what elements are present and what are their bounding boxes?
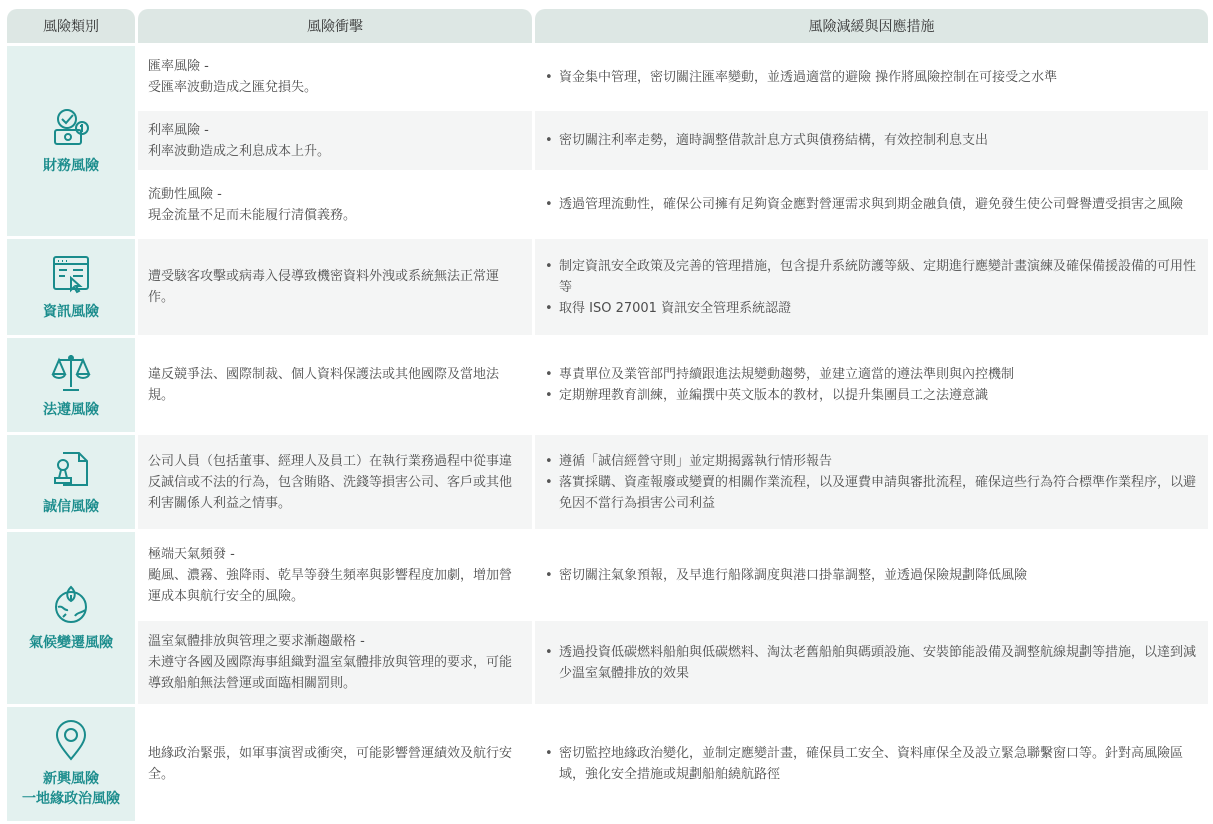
header-category: 風險類別 [7,9,135,43]
category-label: 財務風險 [43,158,99,174]
measure-item: • 透過管理流動性，確保公司擁有足夠資金應對營運需求與到期金融負債，避免發生使公司聲譽遭受損害之風險 [559,194,1183,215]
measures-cell [535,621,1208,704]
measures-cell [535,338,1208,432]
measures-cell [535,707,1208,821]
impact-cell: 違反競爭法、國際制裁、個人資料保護法或其他國際及當地法規。 [148,367,500,403]
scale-icon [49,350,93,394]
measure-item: • 密切關注利率走勢，適時調整借款計息方式與債務結構，有效控制利息支出 [559,130,988,151]
category-label: 資訊風險 [43,304,99,320]
category-label: 法遵風險 [43,402,99,418]
measure-item: • 定期辦理教育訓練，並編撰中英文版本的教材，以提升集團員工之法遵意識 [559,385,1014,406]
globe-leaf-icon [49,583,93,627]
location-pin-icon [49,719,93,763]
measure-item: • 制定資訊安全政策及完善的管理措施，包含提升系統防護等級、定期進行應變計畫演練及確保備援設備的可用性等 [559,256,1200,298]
measure-item: • 取得 ISO 27001 資訊安全管理系統認證 [559,298,1200,319]
measure-item: • 密切監控地緣政治變化，並制定應變計畫，確保員工安全、資料庫保全及設立緊急聯繫窗口等。針對高風險區域，強化安全措施或規劃船舶繞航路徑 [559,743,1200,785]
header-impact: 風險衝擊 [138,9,532,43]
category-label: 誠信風險 [43,499,99,515]
category-integrity [7,435,135,529]
measures-cell [535,46,1208,108]
category-climate [7,532,135,704]
impact-cell: 公司人員（包括董事、經理人及員工）在執行業務過程中從事違反誠信或不法的行為，包含賄賂、洗錢等損害公司、客戶或其他利害關係人利益之情事。 [138,435,532,529]
impact-cell: 遭受駭客攻擊或病毒入侵導致機密資料外洩或系統無法正常運作。 [138,239,532,335]
measures-cell [535,239,1208,335]
impact-cell: 地緣政治緊張，如軍事演習或衝突，可能影響營運績效及航行安全。 [148,746,513,782]
impact-cell: 利率風險 - 利率波動造成之利息成本上升。 [138,111,532,170]
stamp-document-icon [49,447,93,491]
finance-icon [49,106,93,150]
computer-icon [49,252,93,296]
category-finance [7,46,135,236]
category-label: 新興風險 一地緣政治風險 [22,771,120,807]
category-emerging [7,707,135,821]
measures-cell [535,532,1208,618]
measures-cell [535,173,1208,236]
impact-cell: 匯率風險 - 受匯率波動造成之匯兌損失。 [148,59,318,95]
measure-item: • 透過投資低碳燃料船舶與低碳燃料、淘汰老舊船舶與碼頭設施、安裝節能設備及調整航線規劃等措施，以達到減少溫室氣體排放的效果 [559,642,1200,684]
measure-item: • 資金集中管理，密切關注匯率變動，並透過適當的避險 操作將風險控制在可接受之水準 [559,67,1057,88]
measure-item: • 專責單位及業管部門持續跟進法規變動趨勢，並建立適當的遵法準則與內控機制 [559,364,1014,385]
measures-cell [535,111,1208,170]
category-information [7,239,135,335]
category-compliance [7,338,135,432]
impact-cell: 極端天氣頻發 - 颱風、濃霧、強降雨、乾旱等發生頻率與影響程度加劇，增加營運成本與航行安全的風險。 [148,546,513,604]
measure-item: • 密切關注氣象預報，及早進行船隊調度與港口掛靠調整，並透過保險規劃降低風險 [559,565,1027,586]
impact-cell: 流動性風險 - 現金流量不足而未能履行清償義務。 [148,186,357,223]
header-measures: 風險減緩與因應措施 [535,9,1208,43]
category-label: 氣候變遷風險 [29,635,113,651]
measures-cell [535,435,1208,529]
impact-cell: 溫室氣體排放與管理之要求漸趨嚴格 - 未遵守各國及國際海事組織對溫室氣體排放與管理的要求，可能導致船舶無法營運或面臨相關罰則。 [138,621,532,704]
measure-item: • 落實採購、資產報廢或變賣的相關作業流程，以及運費申請與審批流程，確保這些行為符合標準作業程序，以避免因不當行為損害公司利益 [559,472,1200,514]
measure-item: • 遵循「誠信經營守則」並定期揭露執行情形報告 [559,451,1200,472]
